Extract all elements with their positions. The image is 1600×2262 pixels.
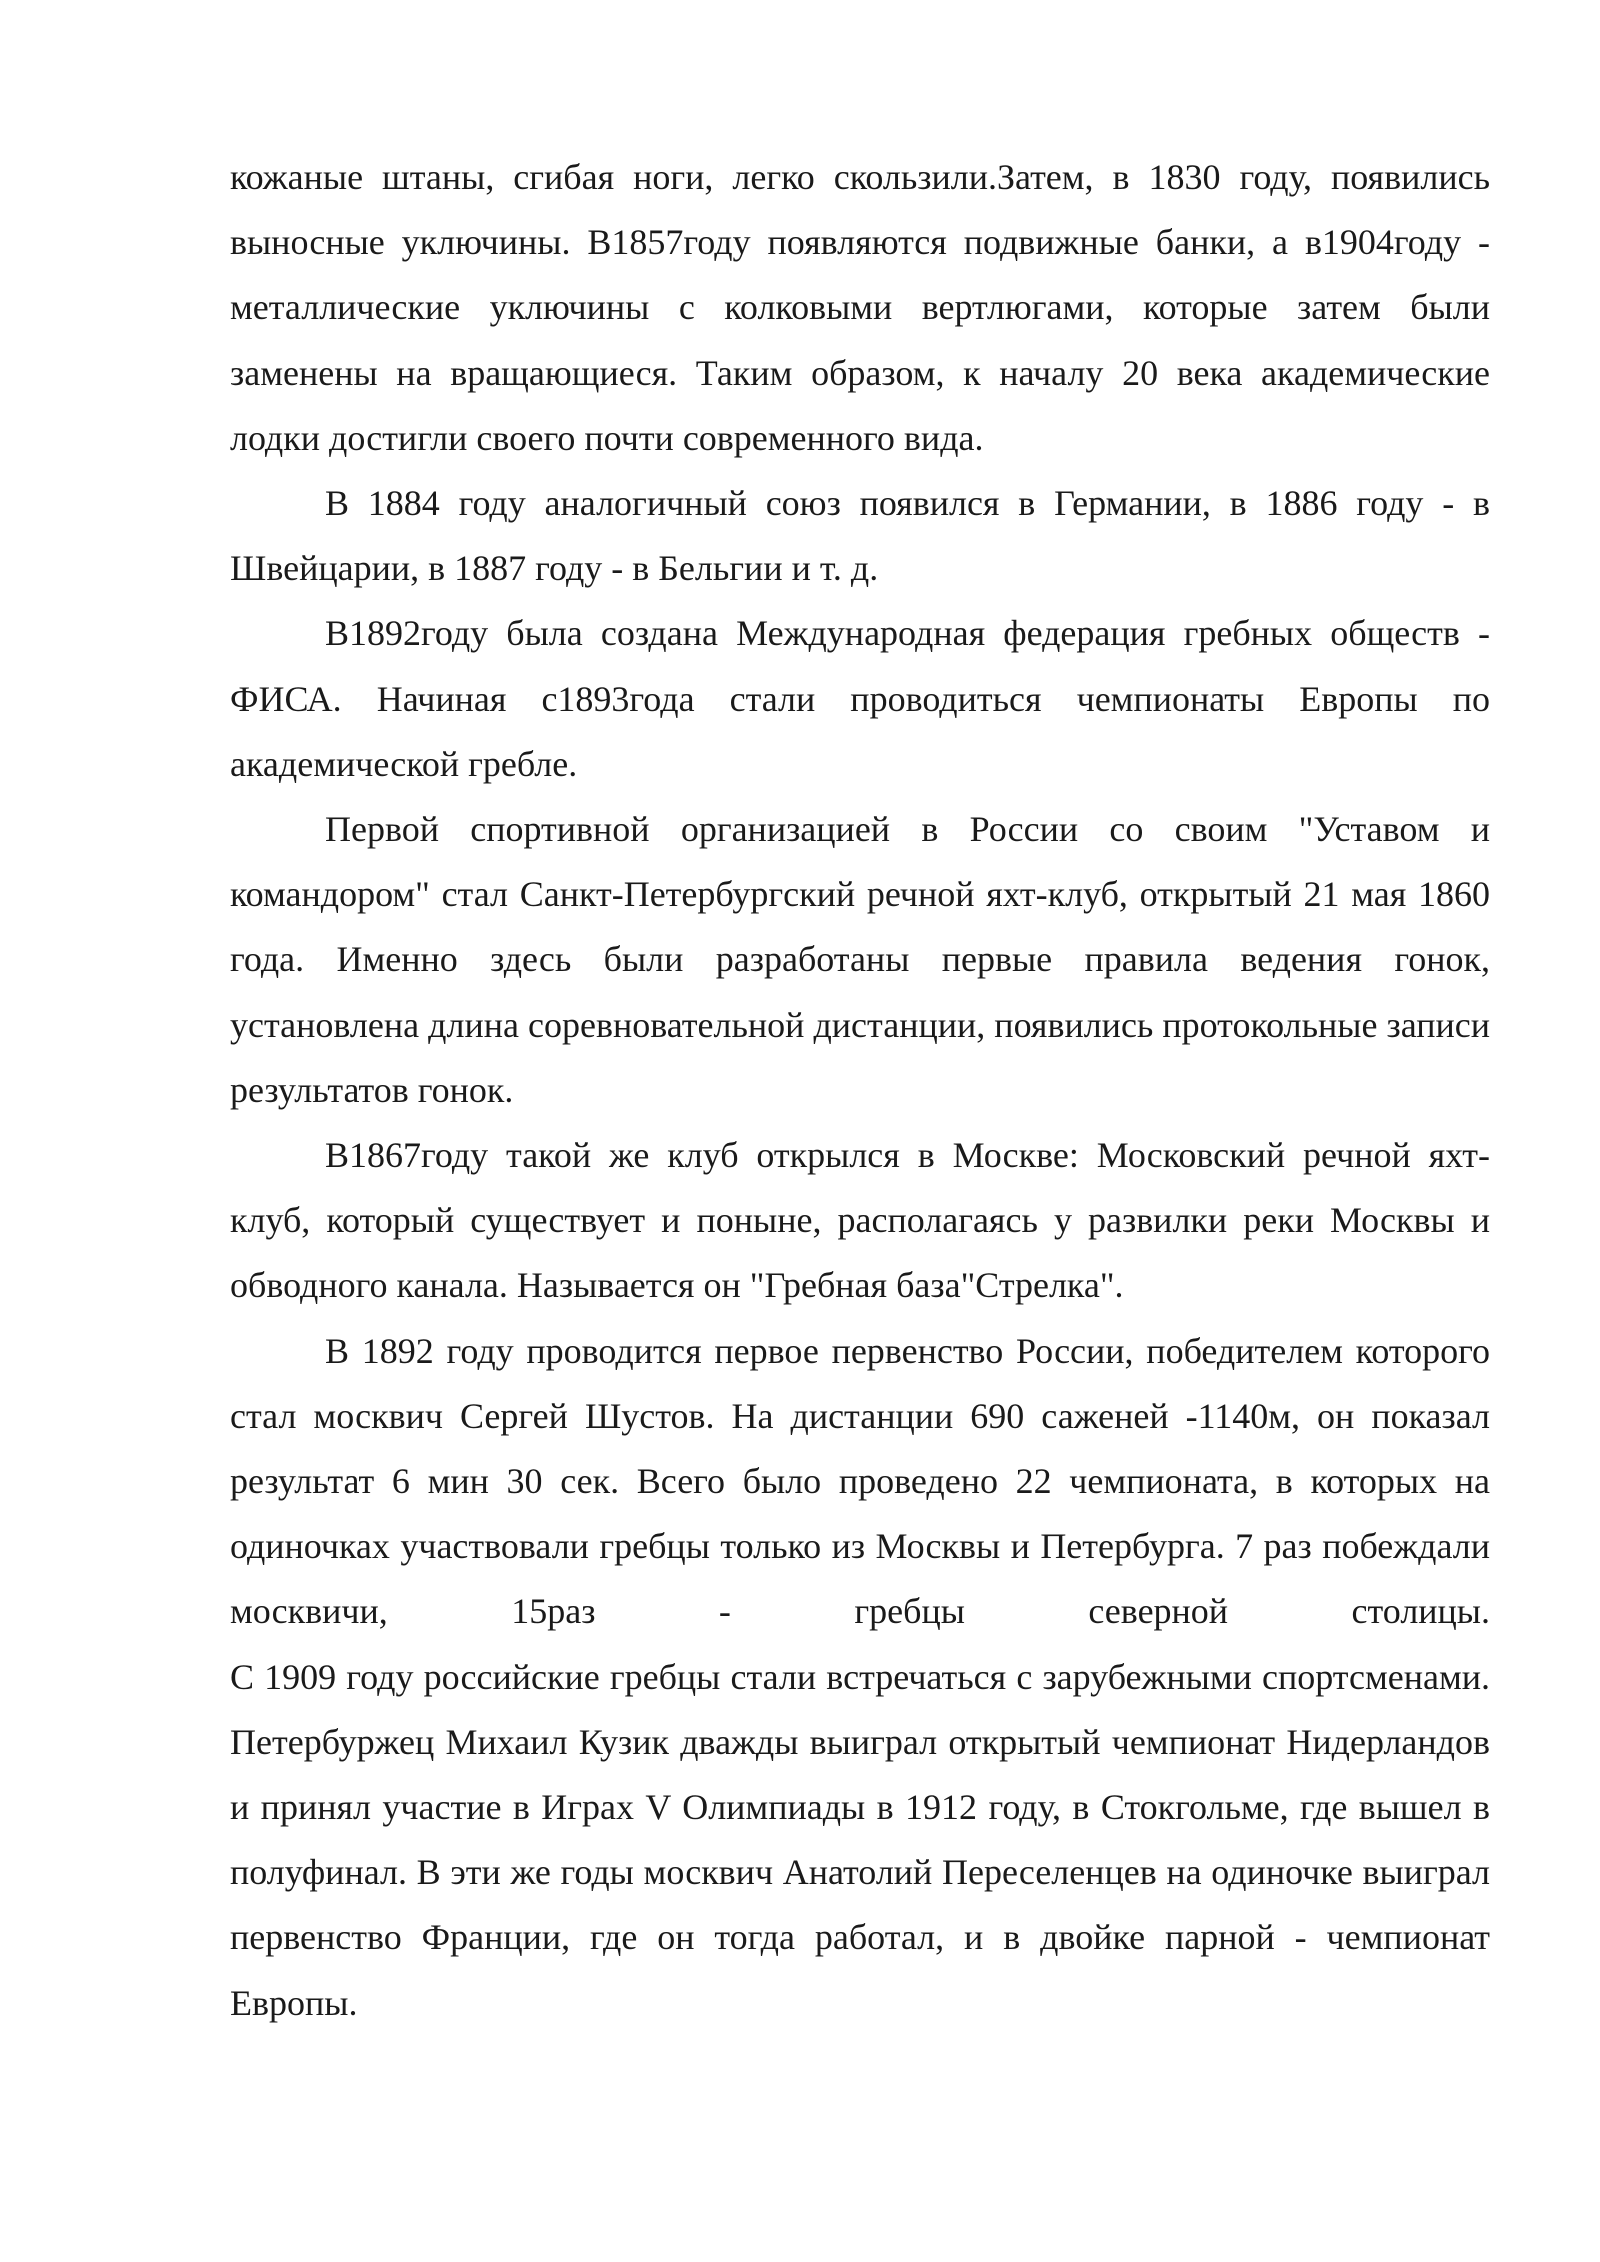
paragraph-foreign-unions: В 1884 году аналогичный союз появился в Германии, в 1886 году - в Швейцарии, в 1887 году - в Бельгии и т. д. (230, 483, 1490, 589)
paragraph-moscow-yacht-club: В1867году такой же клуб открылся в Москве: Московский речной яхт-клуб, который существует и поныне, располагаясь у развилки реки Москвы и обводного канала. Называется он "Гребная база"Стрелка". (230, 1135, 1490, 1306)
document-body (230, 145, 1490, 2036)
paragraph-st-petersburg-yacht-club: Первой спортивной организацией в России со своим "Уставом и командором" стал Санкт-Петербургский речной яхт-клуб, открытый 21 мая 1860 года. Именно здесь были разработаны первые правила ведения гонок, установлена длина соревновательной дистанции, появились протокольные записи результатов гонок. (230, 809, 1490, 1110)
paragraph-fisa-founding: В1892году была создана Международная федерация гребных обществ - ФИСА. Начиная с1893года стали проводиться чемпионаты Европы по академической гребле. (230, 613, 1490, 784)
paragraph-international-competitions: С 1909 году российские гребцы стали встречаться с зарубежными спортсменами. Петербуржец Михаил Кузик дважды выиграл открытый чемпионат Нидерландов и принял участие в Играх V Олимпиады в 1912 году, в Стокгольме, где вышел в полуфинал. В эти же годы москвич Анатолий Переселенцев на одиночке выиграл первенство Франции, где он тогда работал, и в двойке парной - чемпионат Европы. (230, 1656, 1490, 2023)
paragraph-rowing-equipment-history: кожаные штаны, сгибая ноги, легко скользили.Затем, в 1830 году, появились выносные уключины. В1857году появляются подвижные банки, а в1904году - металлические уключины с колковыми вертлюгами, которые затем были заменены на вращающиеся. Таким образом, к началу 20 века академические лодки достигли своего почти современного вида. (230, 157, 1490, 458)
paragraph-first-russian-championship: В 1892 году проводится первое первенство России, победителем которого стал москвич Сергей Шустов. На дистанции 690 саженей -1140м, он показал результат 6 мин 30 сек. Всего было проведено 22 чемпионата, в которых на одиночках участвовали гребцы только из Москвы и Петербурга. 7 раз побеждали москвичи, 15раз - гребцы северной столицы. (230, 1330, 1490, 1632)
